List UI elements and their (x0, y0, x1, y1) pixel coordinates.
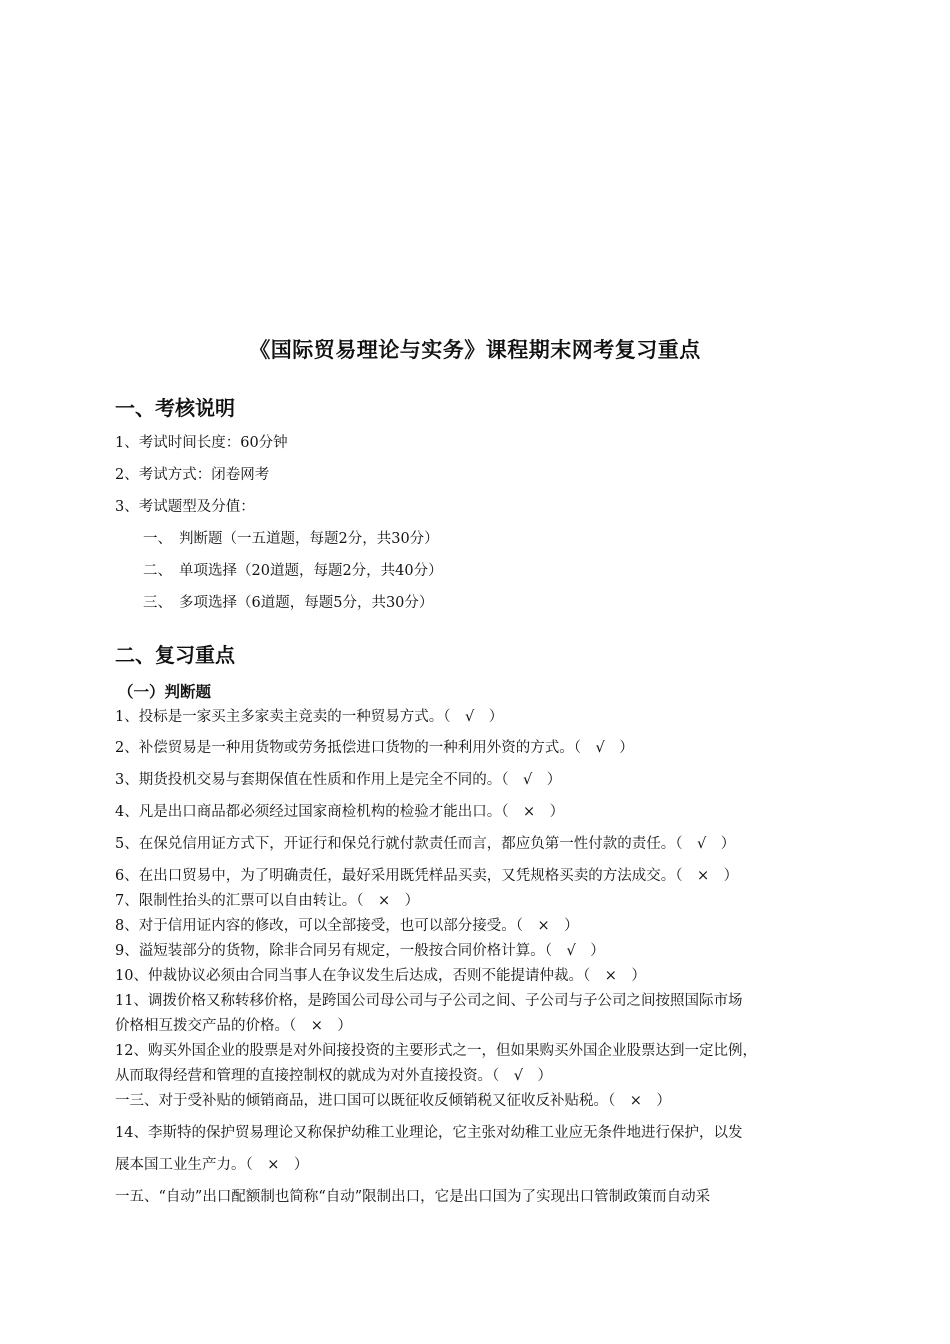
question-type-item (143, 593, 433, 613)
question-type-item (143, 529, 439, 549)
question-type-text: 多项选择（6道题，每题5分，共30分） (179, 595, 434, 611)
subsection-heading-true-false: （一）判断题 (118, 683, 212, 701)
question-line: 11、调拨价格又称转移价格，是跨国公司母公司与子公司之间、子公司与子公司之间按照国际市场 (115, 993, 743, 1009)
question-type-item (143, 561, 443, 581)
question-line: 9、溢短装部分的货物，除非合同另有规定，一般按合同价格计算。（ √ ） (115, 943, 605, 959)
question-line: 7、限制性抬头的汇票可以自由转让。（ × ） (115, 893, 420, 909)
exam-info-item: 3、考试题型及分值： (115, 499, 255, 515)
question-line: 14、李斯特的保护贸易理论又称保护幼稚工业理论，它主张对幼稚工业应无条件地进行保护，以发 (115, 1125, 743, 1141)
question-line: 2、补偿贸易是一种用货物或劳务抵偿进口货物的一种利用外资的方式。（ √ ） (115, 740, 634, 756)
question-line: 10、仲裁协议必须由合同当事人在争议发生后达成，否则不能提请仲裁。（ × ） (115, 968, 646, 984)
question-line: 4、凡是出口商品都必须经过国家商检机构的检验才能出口。（ × ） (115, 804, 565, 820)
question-type-number: 三、 (143, 595, 172, 611)
question-line-continued: 从而取得经营和管理的直接控制权的就成为对外直接投资。（ √ ） (115, 1068, 552, 1084)
question-line: 8、对于信用证内容的修改，可以全部接受，也可以部分接受。（ × ） (115, 918, 579, 934)
question-line: 3、期货投机交易与套期保值在性质和作用上是完全不同的。（ √ ） (115, 772, 562, 788)
question-line: 一五、“自动”出口配额制也简称“自动”限制出口，它是出口国为了实现出口管制政策而自动采 (115, 1189, 711, 1205)
question-line: 5、在保兑信用证方式下，开证行和保兑行就付款责任而言，都应负第一性付款的责任。（ √ ） (115, 836, 736, 852)
section-heading-exam-info: 一、考核说明 (115, 396, 235, 420)
question-line-continued: 展本国工业生产力。（ × ） (115, 1157, 309, 1173)
question-line: 12、购买外国企业的股票是对外间接投资的主要形式之一，但如果购买外国企业股票达到一定比例， (115, 1043, 757, 1059)
document-title: 《国际贸易理论与实务》课程期末网考复习重点 (249, 338, 701, 362)
question-type-number: 二、 (143, 563, 172, 579)
question-type-text: 判断题（一五道题，每题2分，共30分） (179, 531, 439, 547)
question-line: 6、在出口贸易中，为了明确责任，最好采用既凭样品买卖，又凭规格买卖的方法成交。（ × ） (115, 868, 739, 884)
question-type-number: 一、 (143, 531, 172, 547)
question-type-text: 单项选择（20道题，每题2分，共40分） (179, 563, 443, 579)
question-line-continued: 价格相互拨交产品的价格。（ × ） (115, 1018, 352, 1034)
section-heading-review: 二、复习重点 (115, 643, 235, 667)
question-line: 1、投标是一家买主多家卖主竞卖的一种贸易方式。（ √ ） (115, 709, 504, 725)
exam-info-item: 1、考试时间长度：60分钟 (115, 435, 288, 451)
exam-info-item: 2、考试方式：闭卷网考 (115, 467, 270, 483)
question-line: 一三、对于受补贴的倾销商品，进口国可以既征收反倾销税又征收反补贴税。（ × ） (115, 1093, 671, 1109)
